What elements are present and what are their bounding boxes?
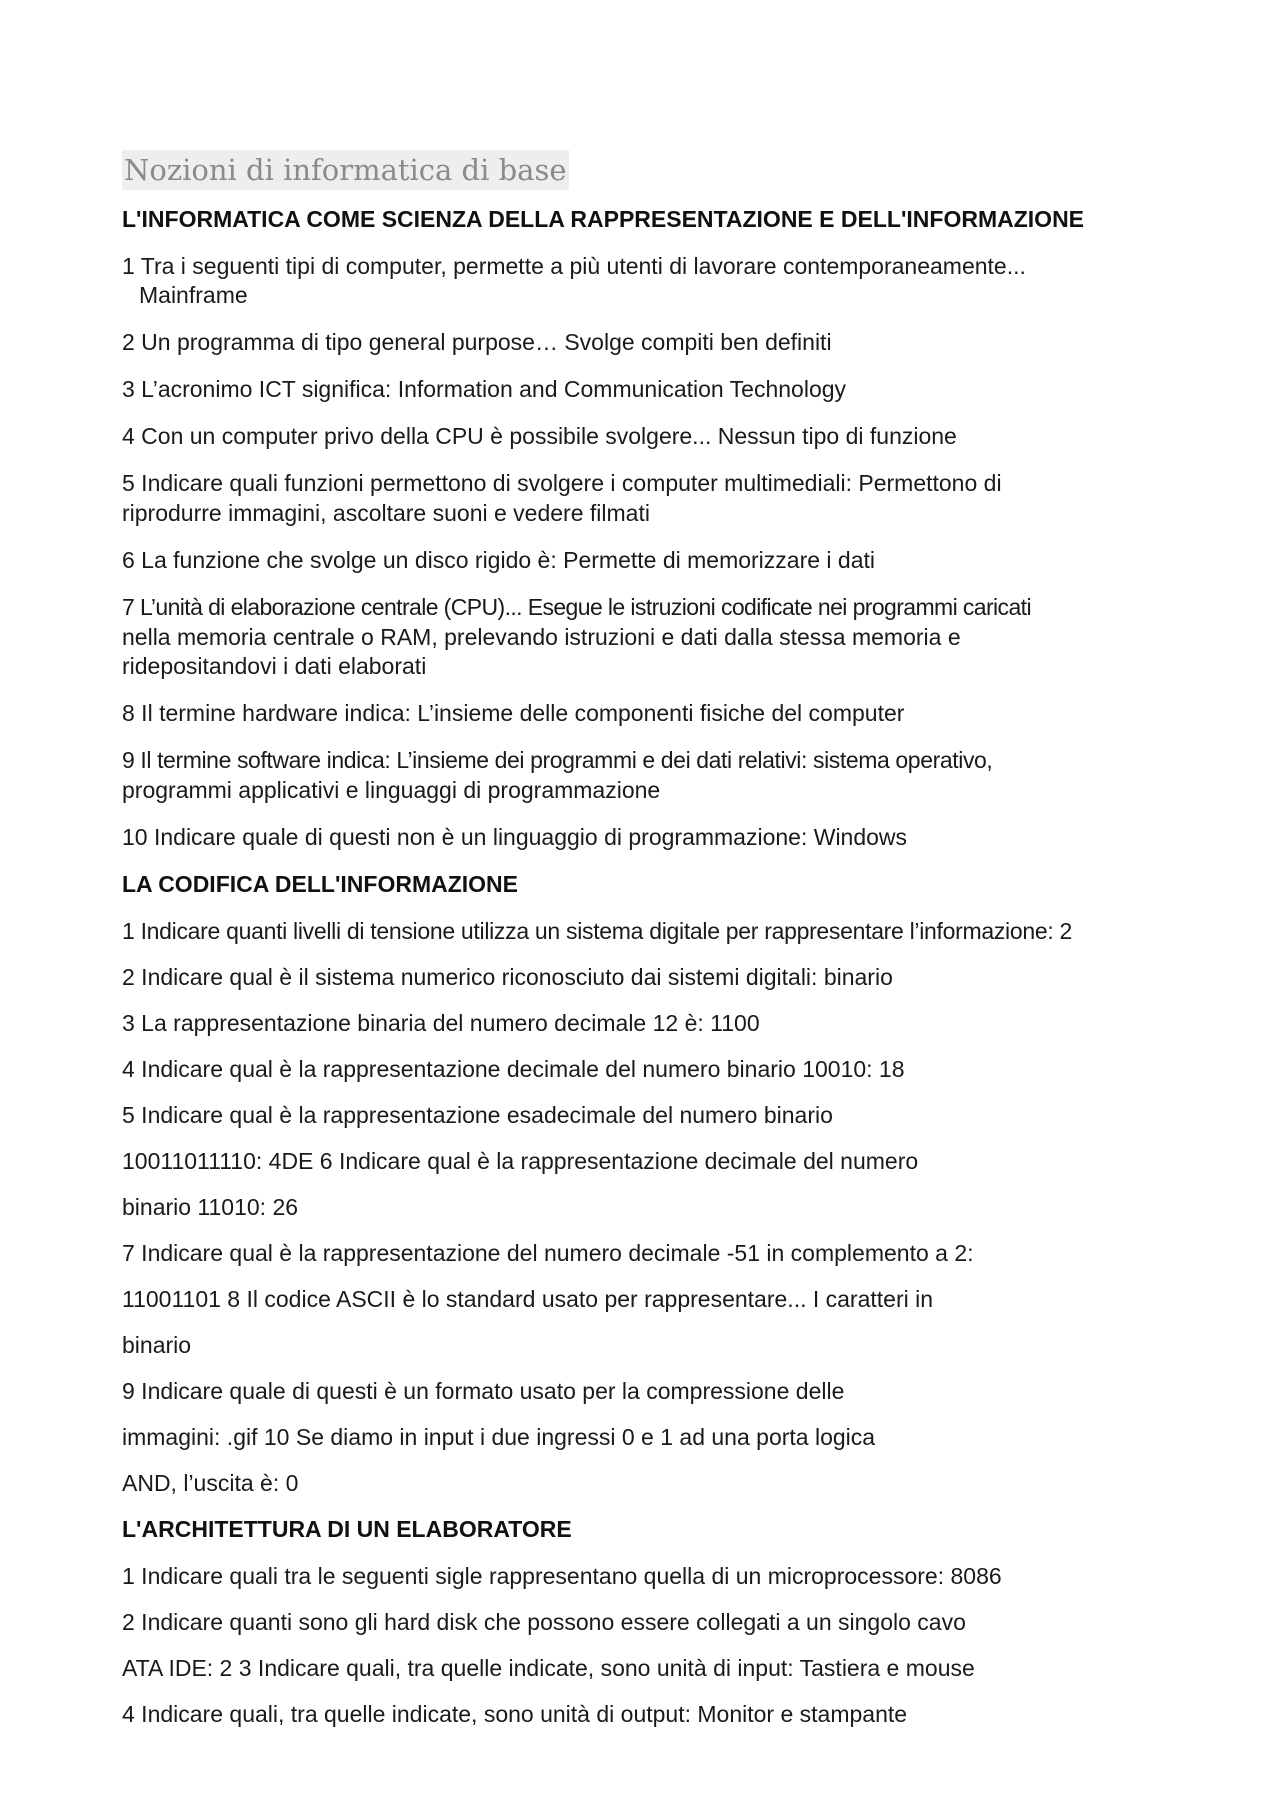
question-line: AND, l’uscita è: 0 xyxy=(122,1470,299,1496)
question-line: 6 La funzione che svolge un disco rigido è: Permette di memorizzare i dati xyxy=(122,547,876,573)
question-line: 4 Indicare qual è la rappresentazione decimale del numero binario 10010: 18 xyxy=(122,1056,905,1082)
question-line: 8 Il termine hardware indica: L’insieme delle componenti fisiche del computer xyxy=(122,700,905,726)
question-line: riprodurre immagini, ascoltare suoni e vedere filmati xyxy=(122,500,650,526)
question-line: 10 Indicare quale di questi non è un linguaggio di programmazione: Windows xyxy=(122,824,908,850)
question-line: 5 Indicare quali funzioni permettono di svolgere i computer multimediali: Permettono di xyxy=(122,470,1002,496)
question-line: ATA IDE: 2 3 Indicare quali, tra quelle indicate, sono unità di input: Tastiera e mouse xyxy=(122,1655,975,1681)
question-line: 3 L’acronimo ICT significa: Information and Communication Technology xyxy=(122,376,847,402)
question-line: ridepositandovi i dati elaborati xyxy=(122,653,427,679)
question-line: nella memoria centrale o RAM, prelevando istruzioni e dati dalla stessa memoria e xyxy=(122,624,961,650)
question-line: binario xyxy=(122,1332,192,1358)
question-line: 1 Indicare quali tra le seguenti sigle rappresentano quella di un microprocessore: 8086 xyxy=(122,1563,1002,1589)
question-line: 4 Indicare quali, tra quelle indicate, sono unità di output: Monitor e stampante xyxy=(122,1701,908,1727)
section-heading: LA CODIFICA DELL'INFORMAZIONE xyxy=(122,871,519,897)
question-line: 9 Il termine software indica: L’insieme dei programmi e dei dati relativi: sistema operativo, xyxy=(122,747,993,773)
section-heading: L'INFORMATICA COME SCIENZA DELLA RAPPRESENTAZIONE E DELL'INFORMAZIONE xyxy=(122,206,1085,232)
question-line: immagini: .gif 10 Se diamo in input i due ingressi 0 e 1 ad una porta logica xyxy=(122,1424,876,1450)
question-line: 1 Indicare quanti livelli di tensione utilizza un sistema digitale per rappresentare l’informazione: 2 xyxy=(122,918,1072,944)
document-title: Nozioni di informatica di base xyxy=(122,150,569,190)
question-line: 4 Con un computer privo della CPU è possibile svolgere... Nessun tipo di funzione xyxy=(122,423,957,449)
question-line: 7 L’unità di elaborazione centrale (CPU)... Esegue le istruzioni codificate nei programmi caricati xyxy=(122,594,1031,620)
question-line: 7 Indicare qual è la rappresentazione del numero decimale -51 in complemento a 2: xyxy=(122,1240,974,1266)
question-line: 1 Tra i seguenti tipi di computer, permette a più utenti di lavorare contemporaneamente... xyxy=(122,253,1026,279)
question-line: 2 Un programma di tipo general purpose… Svolge compiti ben definiti xyxy=(122,329,832,355)
question-line: 9 Indicare quale di questi è un formato usato per la compressione delle xyxy=(122,1378,845,1404)
question-line: 3 La rappresentazione binaria del numero decimale 12 è: 1100 xyxy=(122,1010,760,1036)
question-line: 5 Indicare qual è la rappresentazione esadecimale del numero binario xyxy=(122,1102,833,1128)
question-line: 2 Indicare qual è il sistema numerico riconosciuto dai sistemi digitali: binario xyxy=(122,964,893,990)
answer-line: Mainframe xyxy=(139,282,248,308)
question-line: 11001101 8 Il codice ASCII è lo standard usato per rappresentare... I caratteri in xyxy=(122,1286,934,1312)
question-line: programmi applicativi e linguaggi di programmazione xyxy=(122,777,661,803)
question-line: binario 11010: 26 xyxy=(122,1194,299,1220)
section-heading: L'ARCHITETTURA DI UN ELABORATORE xyxy=(122,1516,572,1542)
question-line: 2 Indicare quanti sono gli hard disk che possono essere collegati a un singolo cavo xyxy=(122,1609,966,1635)
question-line: 10011011110: 4DE 6 Indicare qual è la rappresentazione decimale del numero xyxy=(122,1148,919,1174)
